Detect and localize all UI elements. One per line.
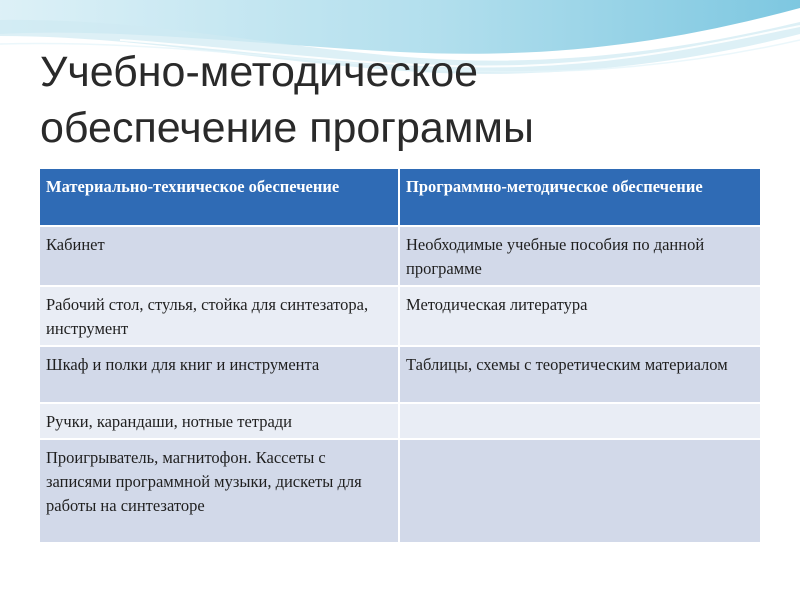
table-row <box>40 438 760 542</box>
table-row <box>40 285 760 345</box>
resources-table <box>40 169 760 542</box>
table-cell <box>400 438 760 542</box>
header-material-technical: Материально-техническое обеспечение <box>40 169 400 225</box>
table-row <box>40 402 760 438</box>
slide-title-line-2: обеспечение программы <box>40 104 534 152</box>
table-cell: Методическая литература <box>400 285 760 345</box>
slide-title <box>40 44 534 156</box>
table-cell: Проигрыватель, магнитофон. Кассеты с записями программной музыки, дискеты для работы на синтезаторе <box>40 438 400 542</box>
table-cell: Рабочий стол, стулья, стойка для синтезатора, инструмент <box>40 285 400 345</box>
slide-title-line-1: Учебно-методическое <box>40 48 479 96</box>
table-cell <box>400 402 760 438</box>
table-row <box>40 345 760 402</box>
table-header-row <box>40 169 760 225</box>
table-row <box>40 225 760 285</box>
table-cell: Шкаф и полки для книг и инструмента <box>40 345 400 402</box>
table-cell: Таблицы, схемы с теоретическим материалом <box>400 345 760 402</box>
table-cell: Необходимые учебные пособия по данной программе <box>400 225 760 285</box>
table-cell: Кабинет <box>40 225 400 285</box>
table-cell: Ручки, карандаши, нотные тетради <box>40 402 400 438</box>
header-program-methodical: Программно-методическое обеспечение <box>400 169 760 225</box>
